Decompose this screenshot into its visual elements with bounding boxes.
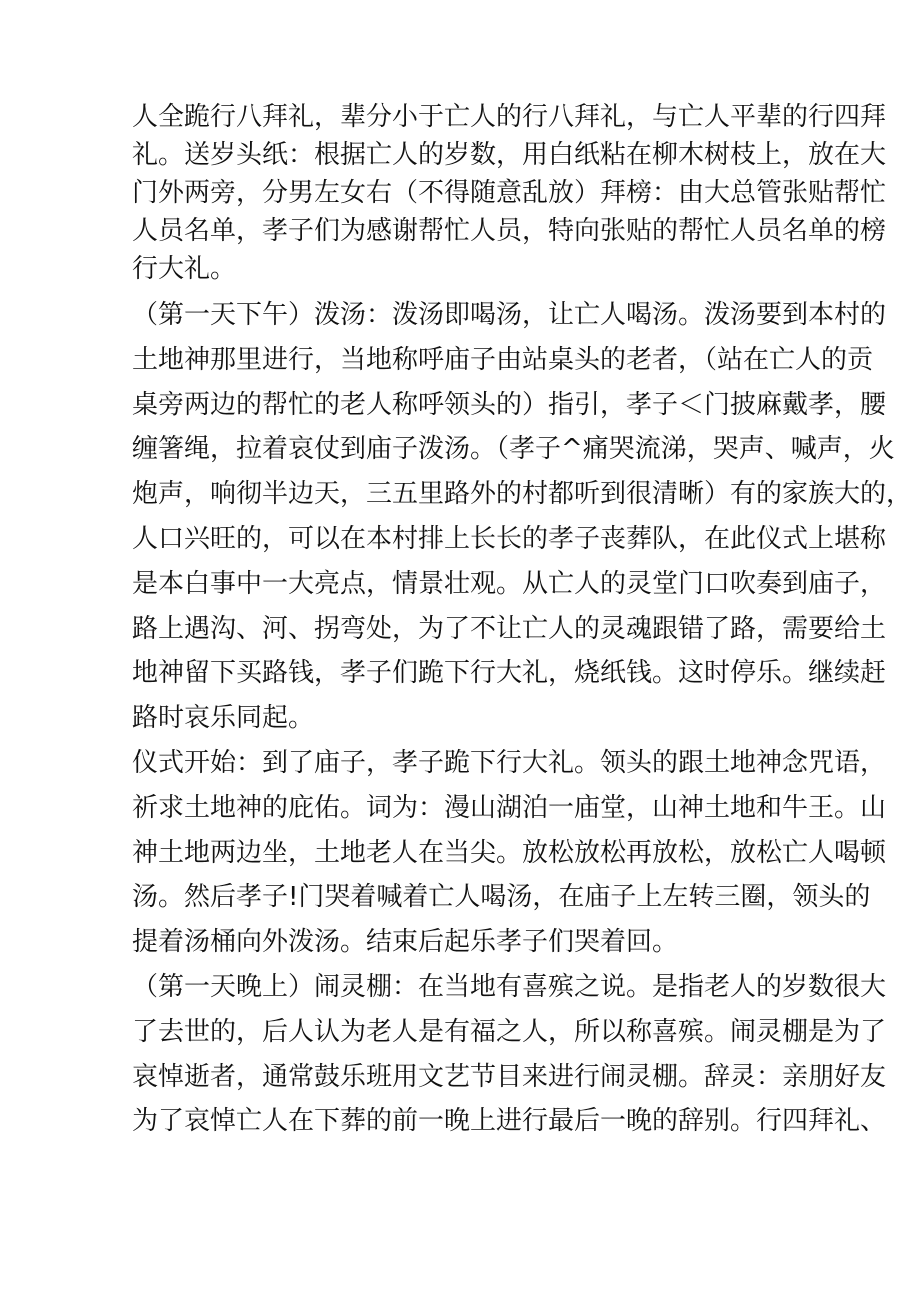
text-line: 土地神那里进行，当地称呼庙子由站桌头的老者，（站在亡人的贡 xyxy=(132,345,874,375)
text-line: 门外两旁，分男左女右（不得随意乱放）拜榜：由大总管张贴帮忙 xyxy=(132,178,887,208)
text-line: 礼。送岁头纸：根据亡人的岁数，用白纸粘在柳木树枝上，放在大 xyxy=(132,140,887,170)
text-line: 人全跪行八拜礼，辈分小于亡人的行八拜礼，与亡人平辈的行四拜 xyxy=(132,102,887,132)
text-line: 仪式开始：到了庙子，孝子跪下行大礼。领头的跟土地神念咒语， xyxy=(132,748,887,778)
text-line: 路上遇沟、河、拐弯处，为了不让亡人的灵魂跟错了路，需要给土 xyxy=(132,614,887,644)
text-line: 地神留下买路钱，孝子们跪下行大礼，烧纸钱。这时停乐。继续赶 xyxy=(132,658,887,688)
text-line: 神土地两边坐，土地老人在当尖。放松放松再放松，放松亡人喝顿 xyxy=(132,838,887,868)
text-line: 行大礼。 xyxy=(132,254,237,284)
text-line: 人口兴旺的，可以在本村排上长长的孝子丧葬队，在此仪式上堪称 xyxy=(132,524,887,554)
text-line: 祈求土地神的庇佑。词为：漫山湖泊一庙堂，山神土地和牛王。山 xyxy=(132,793,887,823)
text-line: （第一天晚上）闹灵棚：在当地有喜殡之说。是指老人的岁数很大 xyxy=(132,972,887,1002)
text-line: 炮声，响彻半边天，三五里路外的村都听到很清晰）有的家族大的， xyxy=(132,479,913,509)
text-line: 哀悼逝者，通常鼓乐班用文艺节目来进行闹灵棚。辞灵：亲朋好友 xyxy=(132,1062,887,1092)
text-line: （第一天下午）泼汤：泼汤即喝汤，让亡人喝汤。泼汤要到本村的 xyxy=(132,300,887,330)
text-line: 桌旁两边的帮忙的老人称呼领头的）指引，孝子＜门披麻戴孝，腰 xyxy=(132,390,887,420)
text-line: 了去世的，后人认为老人是有福之人，所以称喜殡。闹灵棚是为了 xyxy=(132,1017,887,1047)
text-line: 缠箸绳，拉着哀仗到庙子泼汤。（孝子^痛哭流涕，哭声、喊声，火 xyxy=(132,434,895,464)
text-line: 路时哀乐同起。 xyxy=(132,703,315,733)
text-line: 提着汤桶向外泼汤。结束后起乐孝子们哭着回。 xyxy=(132,927,679,957)
text-line: 为了哀悼亡人在下葬的前一晚上进行最后一晚的辞别。行四拜礼、 xyxy=(132,1106,887,1136)
text-line: 汤。然后孝子!门哭着喊着亡人喝汤，在庙子上左转三圈，领头的 xyxy=(132,882,871,912)
text-line: 人员名单，孝子们为感谢帮忙人员，特向张贴的帮忙人员名单的榜 xyxy=(132,216,887,246)
text-line: 是本白事中一大亮点，情景壮观。从亡人的灵堂门口吹奏到庙子， xyxy=(132,569,887,599)
